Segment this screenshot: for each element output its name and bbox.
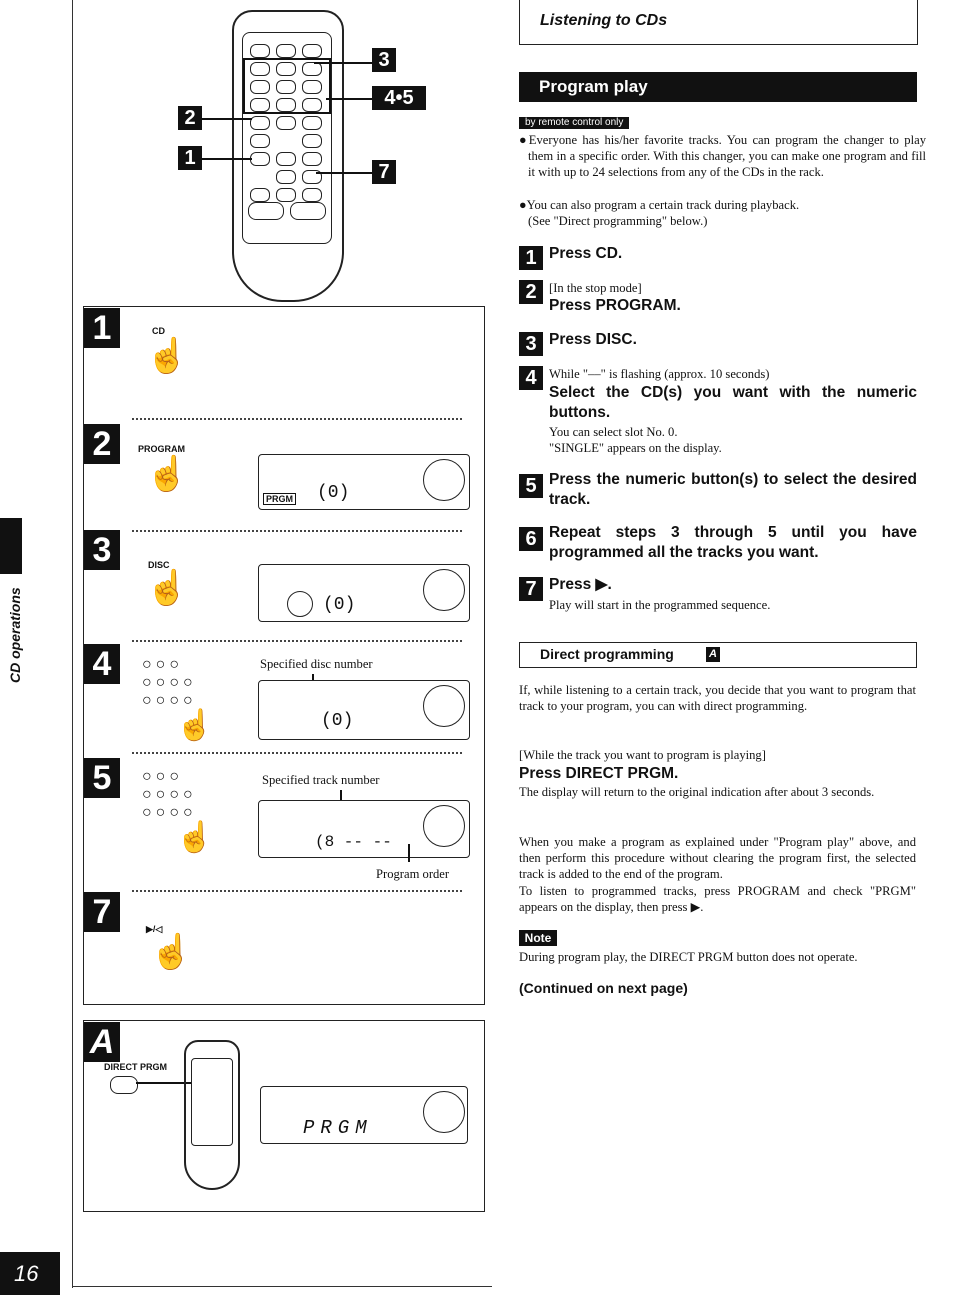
direct-action: Press DIRECT PRGM. (519, 765, 679, 782)
caption-track-number: Specified track number (262, 773, 380, 787)
callout-1: 1 (178, 146, 202, 170)
callout-2: 2 (178, 106, 202, 130)
direct-para-1: If, while listening to a certain track, you decide that you want to program that track to your program, you can with direct programming. (519, 683, 916, 714)
step-1-title: Press CD. (549, 245, 623, 262)
intro-paragraph-2: ●You can also program a certain track during playback. (519, 198, 800, 212)
callout-line-3 (314, 62, 372, 64)
label-direct-prgm: DIRECT PRGM (104, 1062, 167, 1072)
remote-large-left (248, 202, 284, 220)
separator (132, 890, 462, 892)
panel-step-4: 4 (84, 644, 120, 684)
hand-press-icon: ☝ (146, 456, 189, 493)
separator (132, 530, 462, 532)
direct-programming-heading-box (519, 642, 917, 668)
lcd-disc-tray-icon (423, 1091, 465, 1133)
header-box (519, 0, 918, 45)
remote-large-right (290, 202, 326, 220)
label-disc: DISC (148, 560, 170, 570)
caption-pointer (408, 844, 410, 862)
callout-line-1 (202, 158, 252, 160)
step-5-title: Press the numeric button(s) to select the desired track. (549, 471, 917, 508)
step-7-note: Play will start in the programmed sequence. (549, 598, 771, 612)
hand-press-icon: ☝ (146, 570, 189, 607)
label-cd: CD (152, 326, 165, 336)
step-7-title: Press ▶. (549, 576, 612, 593)
step-2-number: 2 (519, 280, 543, 304)
lcd-display-direct (260, 1086, 468, 1144)
page-number: 16 (0, 1252, 60, 1295)
numeric-keypad-icon: ○○○ ○○○○ ○○○○ (142, 656, 197, 709)
panel-step-5: 5 (84, 758, 120, 798)
callout-line-45 (326, 98, 372, 100)
lcd-readout: PRGM (303, 1117, 373, 1139)
direct-para-2: The display will return to the original indication after about 3 seconds. (519, 785, 875, 799)
lcd-digits: (0) (323, 595, 356, 615)
lcd-display-step-2 (258, 454, 470, 510)
program-play-heading: Program play (519, 72, 917, 102)
lcd-display-step-4 (258, 680, 470, 740)
lcd-disc-tray-icon (423, 685, 465, 727)
hand-press-icon: ☝ (176, 821, 214, 854)
step-3-number: 3 (519, 332, 543, 356)
step-6-number: 6 (519, 527, 543, 551)
note-text: During program play, the DIRECT PRGM button does not operate. (519, 950, 858, 964)
section-title: Listening to CDs (540, 12, 668, 29)
callout-4-5: 4•5 (372, 86, 426, 110)
hand-press-icon: ☝ (176, 709, 214, 742)
direct-programming-ref: A (706, 647, 720, 662)
direct-condition: [While the track you want to program is playing] (519, 748, 766, 762)
callout-3: 3 (372, 48, 396, 72)
column-rule (72, 0, 73, 1288)
caption-program-order: Program order (376, 867, 450, 881)
separator (132, 640, 462, 642)
step-4-title: Select the CD(s) you want with the numeric buttons. (549, 384, 917, 421)
intro-paragraph-3: (See "Direct programming" below.) (528, 214, 708, 228)
callout-line-2 (202, 118, 252, 120)
lcd-disc-tray-icon (423, 569, 465, 611)
label-play: ▶/◁ (146, 924, 163, 934)
callout-box (243, 58, 331, 114)
caption-disc-number: Specified disc number (260, 657, 373, 671)
direct-para-3: When you make a program as explained under "Program play" above, and then perform this procedure without clearing the program first, the selected track is added to the end of the program. (519, 835, 916, 882)
remote-illustration (232, 10, 344, 302)
step-3-title: Press DISC. (549, 331, 637, 348)
lcd-digits: (0) (317, 483, 350, 503)
continued-note: (Continued on next page) (519, 980, 688, 996)
lcd-display-step-5 (258, 800, 470, 858)
step-6-title: Repeat steps 3 through 5 until you have programmed all the tracks you want. (549, 524, 917, 561)
step-4-note-2: "SINGLE" appears on the display. (549, 441, 722, 455)
label-program: PROGRAM (138, 444, 185, 454)
step-7-number: 7 (519, 577, 543, 601)
direct-para-4: To listen to programmed tracks, press PROGRAM and check "PRGM" appears on the display, then press ▶. (519, 884, 916, 915)
remote-only-badge: by remote control only (519, 117, 629, 129)
separator (132, 752, 462, 754)
direct-programming-heading: Direct programming (540, 646, 674, 662)
panel-step-7: 7 (84, 892, 120, 932)
lcd-disc-tray-icon (423, 805, 465, 847)
separator (132, 418, 462, 420)
direct-prgm-button-icon (110, 1076, 138, 1094)
step-4-number: 4 (519, 366, 543, 390)
step-2-title: Press PROGRAM. (549, 297, 681, 314)
step-2-condition: [In the stop mode] (549, 281, 642, 295)
step-4-note-1: You can select slot No. 0. (549, 425, 678, 439)
hand-press-icon: ☝ (146, 338, 189, 375)
lcd-disc-icon (287, 591, 313, 617)
callout-7: 7 (372, 160, 396, 184)
numeric-keypad-icon: ○○○ ○○○○ ○○○○ (142, 768, 197, 821)
side-tab (0, 518, 22, 574)
step-5-number: 5 (519, 474, 543, 498)
lcd-digits: (0) (321, 711, 354, 731)
panel-a-label: A (84, 1022, 120, 1062)
step-1-number: 1 (519, 246, 543, 270)
side-label: CD operations (7, 587, 23, 683)
panel-step-1: 1 (84, 308, 120, 348)
lcd-display-step-3 (258, 564, 470, 622)
mini-remote-icon (184, 1040, 240, 1190)
lcd-prgm-indicator: PRGM (263, 493, 296, 505)
lcd-digits: (8 -- -- (315, 833, 392, 851)
step-4-condition: While "‒‒" is flashing (approx. 10 seconds) (549, 367, 770, 381)
callout-line-7 (316, 172, 372, 174)
note-badge: Note (519, 930, 557, 946)
mini-remote-keys (191, 1058, 233, 1146)
panel-step-2: 2 (84, 424, 120, 464)
intro-paragraph-1: ●Everyone has his/her favorite tracks. You can program the changer to play them in a specific order. With this changer, you can make one program and fill it with up to 24 selections from any of the CDs in the rack. (519, 133, 926, 180)
bottom-rule (72, 1286, 492, 1287)
lcd-disc-tray-icon (423, 459, 465, 501)
hand-press-icon: ☝ (150, 934, 193, 971)
panel-step-3: 3 (84, 530, 120, 570)
